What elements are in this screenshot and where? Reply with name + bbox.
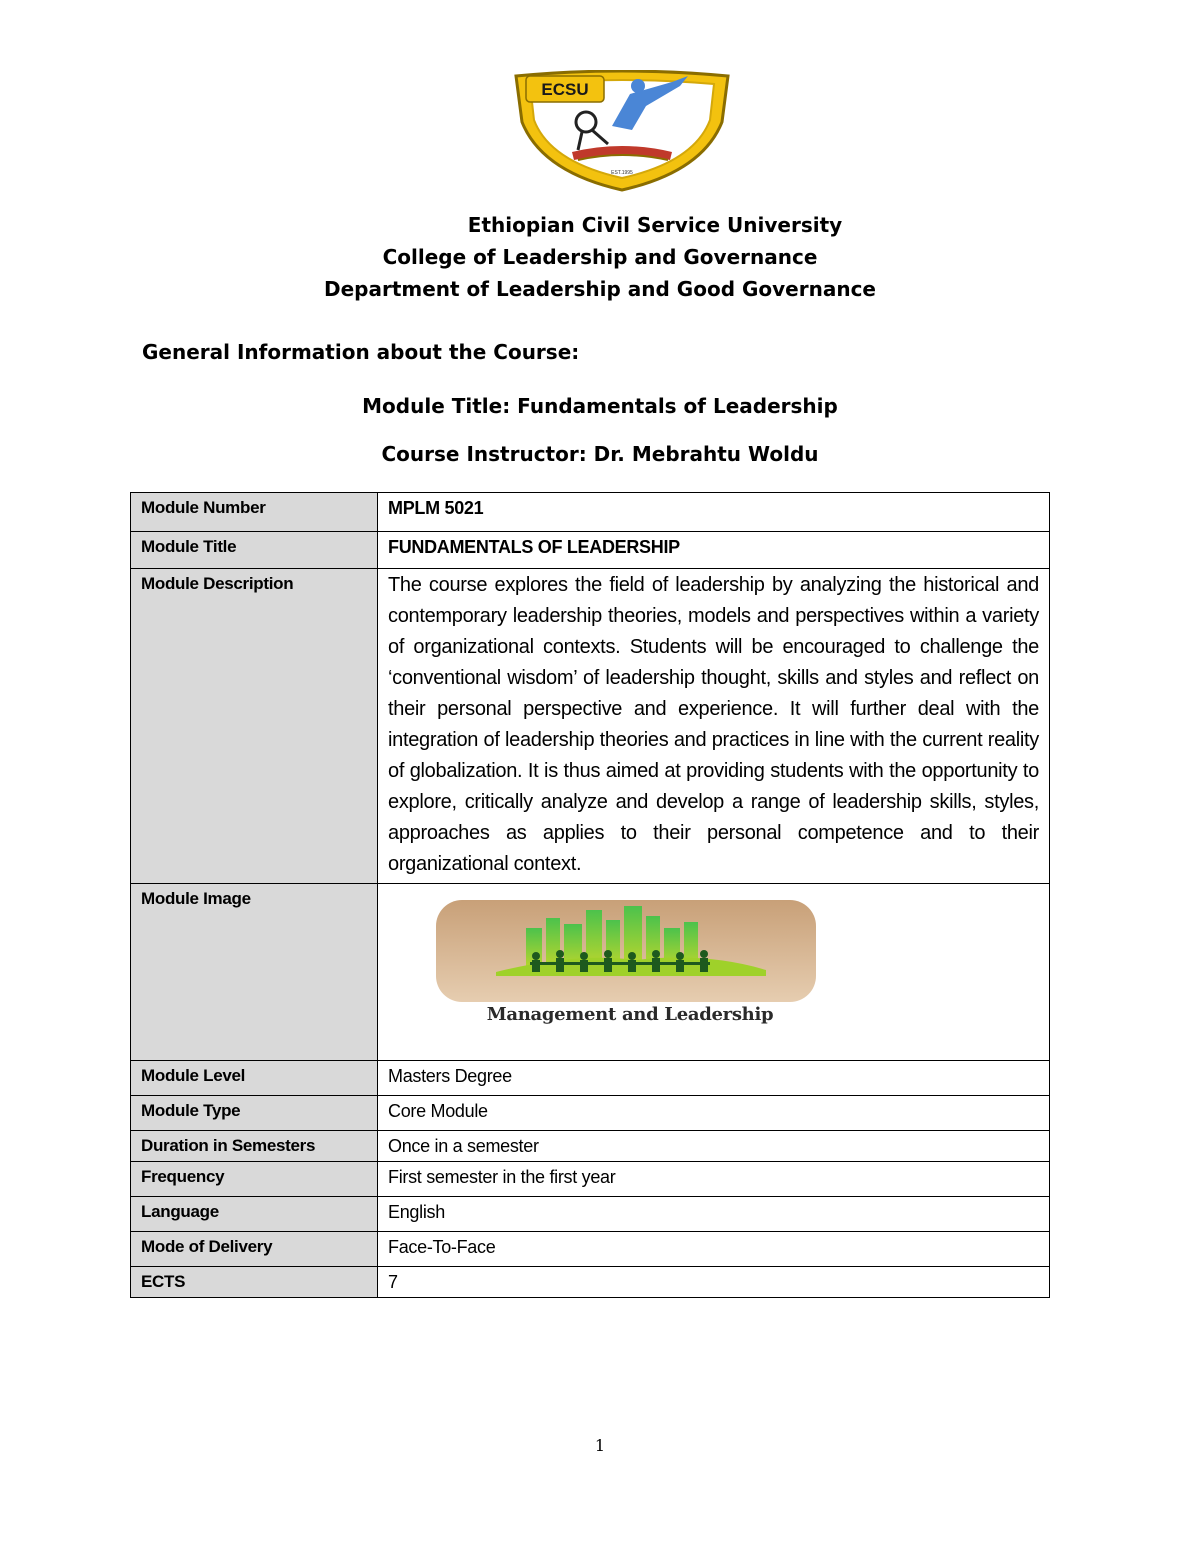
table-row — [131, 1197, 1050, 1232]
module-title-value: FUNDAMENTALS OF LEADERSHIP — [378, 532, 1050, 569]
row-label: Module Image — [131, 884, 378, 1061]
module-image-cell — [378, 884, 1050, 1061]
table-row — [131, 1131, 1050, 1162]
module-level-value: Masters Degree — [378, 1061, 1050, 1096]
table-row — [131, 1267, 1050, 1298]
table-row — [131, 493, 1050, 532]
university-name: Ethiopian Civil Service University — [467, 213, 843, 237]
ecsu-logo — [512, 70, 732, 192]
row-label: Mode of Delivery — [131, 1232, 378, 1267]
language-value: English — [378, 1197, 1050, 1232]
duration-value: Once in a semester — [378, 1131, 1050, 1162]
college-name: College of Leadership and Governance — [382, 245, 818, 269]
module-number-value: MPLM 5021 — [378, 493, 1050, 532]
row-label: Module Title — [131, 532, 378, 569]
department-name: Department of Leadership and Good Governance — [323, 277, 876, 301]
ects-value: 7 — [378, 1267, 1050, 1298]
table-row — [131, 532, 1050, 569]
row-label: Module Description — [131, 569, 378, 884]
table-row — [131, 884, 1050, 1061]
row-label: Module Level — [131, 1061, 378, 1096]
module-image — [426, 894, 844, 1042]
row-label: Frequency — [131, 1162, 378, 1197]
row-label: Module Type — [131, 1096, 378, 1131]
course-info-table — [130, 492, 1050, 1298]
table-row — [131, 1162, 1050, 1197]
row-label: Module Number — [131, 493, 378, 532]
mode-of-delivery-value: Face-To-Face — [378, 1232, 1050, 1267]
table-row — [131, 1232, 1050, 1267]
row-label: Language — [131, 1197, 378, 1232]
table-row — [131, 1061, 1050, 1096]
page-number: 1 — [594, 1436, 606, 1455]
course-instructor-heading: Course Instructor: Dr. Mebrahtu Woldu — [381, 442, 819, 466]
section-heading: General Information about the Course: — [142, 340, 580, 364]
table-row — [131, 569, 1050, 884]
module-image-caption: Management and Leadership — [486, 1004, 774, 1025]
svg-text:EST.1995: EST.1995 — [611, 170, 633, 176]
logo-text: ECSU — [541, 80, 589, 99]
frequency-value: First semester in the first year — [378, 1162, 1050, 1197]
table-row — [131, 1096, 1050, 1131]
module-type-value: Core Module — [378, 1096, 1050, 1131]
row-label: Duration in Semesters — [131, 1131, 378, 1162]
module-title-heading: Module Title: Fundamentals of Leadership — [362, 394, 838, 418]
module-description-value: The course explores the field of leadership by analyzing the historical and contemporary leadership theories, models and perspectives within a variety of organizational contexts. Students will be encouraged to challenge the ‘conventional wisdom’ of leadership thought, skills and styles and reflect on their personal perspective and experience. It will further deal with the integration of leadership theories and practices in line with the current reality of globalization. It is thus aimed at providing students with the opportunity to explore, critically analyze and develop a range of leadership skills, styles, approaches as applies to their personal competence and to their organizational context. — [378, 569, 1050, 884]
row-label: ECTS — [131, 1267, 378, 1298]
